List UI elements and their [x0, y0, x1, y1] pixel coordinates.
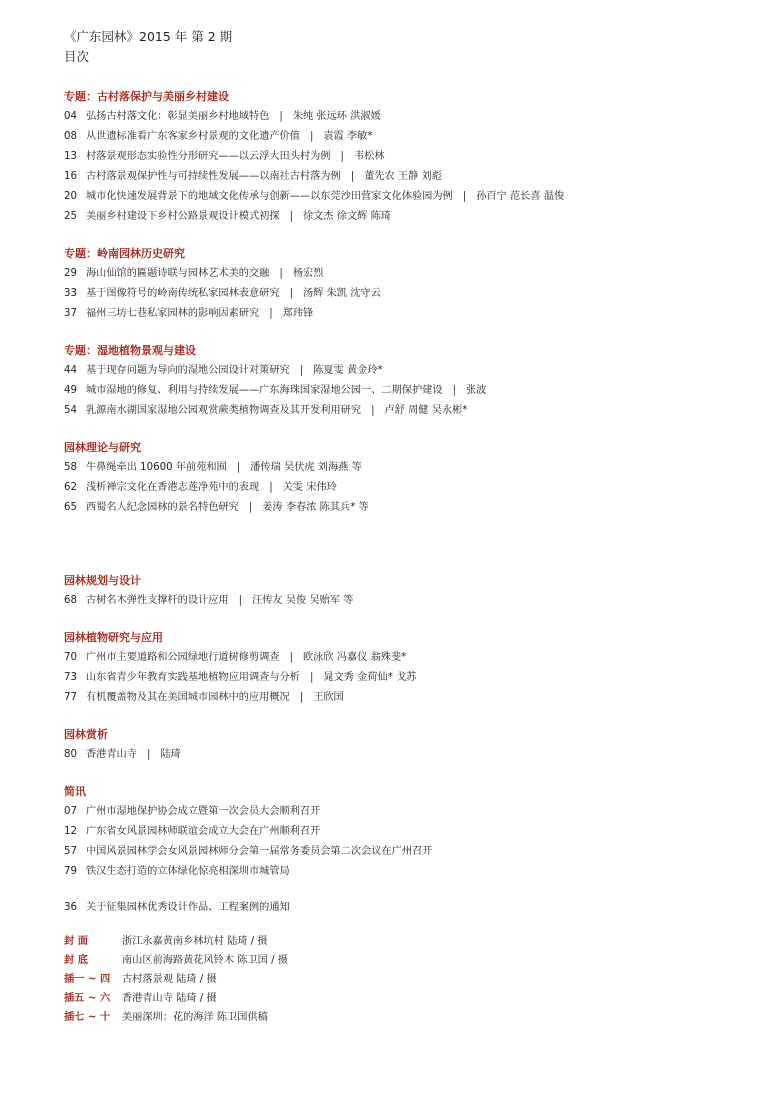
toc-entry[interactable]: [64, 361, 754, 381]
cover-text: 古村落景观 陆琦 / 摄: [122, 974, 217, 985]
separator: |: [371, 405, 375, 416]
article-title: 村落景观形态实验性分形研究——以云浮大田头村为例: [86, 151, 331, 162]
article-title: 城市化快速发展背景下的地域文化传承与创新——以东莞沙田营家文化体验园为例: [86, 191, 453, 202]
page-number: 29: [64, 268, 77, 279]
cover-text: 美丽深圳：花的海洋 陈卫国供稿: [122, 1012, 268, 1023]
page-number: 80: [64, 749, 77, 760]
separator: |: [350, 171, 355, 182]
cover-credit-row: [64, 970, 754, 989]
notice-entry: [64, 898, 754, 918]
article-authors: 朱纯 张远环 洪淑媛: [292, 111, 381, 122]
separator: |: [279, 111, 283, 122]
toc-section: [64, 88, 754, 227]
cover-label: 插五 ~ 六: [64, 993, 111, 1004]
article-title: 弘扬古村落文化：彰显美丽乡村地域特色: [86, 111, 270, 122]
page-number: 04: [64, 111, 77, 122]
cover-label: 插一 ~ 四: [64, 974, 111, 985]
separator: |: [309, 131, 314, 142]
toc-entry[interactable]: [64, 862, 754, 882]
article-title: 福州三坊七巷私家园林的影响因素研究: [86, 308, 260, 319]
article-title: 从世遗标准看广东客家乡村景观的文化遗产价值: [86, 131, 300, 142]
separator: |: [269, 482, 273, 493]
article-title: 广州市湿地保护协会成立暨第一次会员大会顺利召开: [86, 806, 321, 817]
article-authors: 卢舒 周健 吴永彬*: [384, 405, 468, 416]
article-authors: 徐文杰 徐文辉 陈琦: [303, 211, 391, 222]
page-number: 65: [64, 502, 77, 513]
toc-entry[interactable]: [64, 187, 754, 207]
toc-entry[interactable]: [64, 591, 754, 611]
toc-section: [64, 572, 754, 611]
toc-entry[interactable]: [64, 127, 754, 147]
toc-entry[interactable]: [64, 207, 754, 227]
toc-section: [64, 342, 754, 421]
separator: |: [279, 268, 283, 279]
section-heading: 园林赏析: [64, 728, 108, 741]
page-number: 12: [64, 826, 77, 837]
journal-title: 《广东园林》2015 年 第 2 期: [64, 29, 233, 44]
toc-entry[interactable]: [64, 668, 754, 688]
toc-entry[interactable]: [64, 458, 754, 478]
article-title: 基于现存问题为导向的湿地公园设计对策研究: [86, 365, 290, 376]
section-heading: 园林理论与研究: [64, 441, 141, 454]
page-number: 33: [64, 288, 77, 299]
toc-entry[interactable]: [64, 745, 754, 765]
toc-entry[interactable]: [64, 167, 754, 187]
article-title: 基于图像符号的岭南传统私家园林表意研究: [86, 288, 280, 299]
cover-credit-row: [64, 932, 754, 951]
page-number: 58: [64, 462, 77, 473]
page-number: 13: [64, 151, 77, 162]
page-number: 25: [64, 211, 77, 222]
page-number: 07: [64, 806, 77, 817]
separator: |: [269, 308, 273, 319]
toc-section: [64, 629, 754, 708]
article-authors: 张波: [466, 385, 487, 396]
article-authors: 欧泳欣 冯嘉仪 翁殊斐*: [303, 652, 407, 663]
article-authors: 杨宏烈: [292, 268, 324, 279]
article-title: 铁汉生态打造的立体绿化惊亮相深圳市城管局: [86, 866, 290, 877]
cover-label: 封 面: [64, 936, 88, 947]
toc-entry[interactable]: [64, 401, 754, 421]
section-heading: 简讯: [64, 785, 86, 798]
article-authors: 晁文秀 金荷仙* 戈苏: [323, 672, 417, 683]
page-number: 54: [64, 405, 77, 416]
notice-row[interactable]: [64, 898, 754, 918]
article-title: 牛鼻绳牵出 10600 年前苑和囿: [86, 462, 227, 473]
article-title: 古树名木弹性支撑杆的设计应用: [86, 595, 229, 606]
page-number: 57: [64, 846, 77, 857]
article-authors: 王欣国: [313, 692, 344, 703]
page-number: 08: [64, 131, 77, 142]
separator: |: [309, 672, 314, 683]
toc-entry[interactable]: [64, 107, 754, 127]
article-title: 广州市主要道路和公园绿地行道树修剪调查: [86, 652, 280, 663]
toc-entry[interactable]: [64, 822, 754, 842]
article-title: 浅析禅宗文化在香港志莲净苑中的表现: [86, 482, 260, 493]
toc-entry[interactable]: [64, 688, 754, 708]
toc-entry[interactable]: [64, 478, 754, 498]
toc-title: 目次: [64, 49, 90, 64]
article-title: 古村落景观保护性与可持续性发展——以南社古村落为例: [86, 171, 341, 182]
toc-entry[interactable]: [64, 802, 754, 822]
section-heading: 专题：湿地植物景观与建设: [64, 344, 196, 357]
article-title: 中国风景园林学会女风景园林师分会第一届常务委员会第二次会议在广州召开: [86, 846, 433, 857]
article-title: 乳源南水湖国家湿地公园观赏蕨类植物调查及其开发利用研究: [86, 405, 362, 416]
separator: |: [289, 211, 293, 222]
page-number: 70: [64, 652, 77, 663]
page-number: 62: [64, 482, 77, 493]
toc-entry[interactable]: [64, 264, 754, 284]
cover-text: 香港青山寺 陆琦 / 摄: [122, 993, 217, 1004]
section-heading: 园林规划与设计: [64, 574, 141, 587]
article-authors: 汤辉 朱凯 沈守云: [303, 288, 381, 299]
article-authors: 姜涛 李春浓 陈其兵* 等: [262, 502, 369, 513]
toc-sections: [64, 88, 754, 882]
page-number: 20: [64, 191, 77, 202]
cover-credit-row: [64, 951, 754, 970]
page-number: 37: [64, 308, 77, 319]
article-title: 关于征集园林优秀设计作品、工程案例的通知: [86, 902, 290, 913]
article-title: 有机覆盖物及其在美国城市园林中的应用概况: [86, 692, 290, 703]
article-authors: 袁霞 李敏*: [323, 131, 373, 142]
separator: |: [289, 288, 293, 299]
page-number: 36: [64, 902, 77, 913]
toc-section: [64, 726, 754, 765]
article-authors: 陈夏雯 黄金玲*: [313, 365, 383, 376]
toc-entry[interactable]: [64, 147, 754, 167]
cover-label: 插七 ~ 十: [64, 1012, 111, 1023]
cover-text: 南山区前海路黄花风铃木 陈卫国 / 摄: [122, 955, 288, 966]
page-number: 79: [64, 866, 77, 877]
article-title: 美丽乡村建设下乡村公路景观设计模式初探: [86, 211, 280, 222]
separator: |: [299, 365, 304, 376]
toc-section: [64, 245, 754, 324]
article-title: 香港青山寺: [86, 749, 137, 760]
article-authors: 关雯 宋伟玲: [282, 482, 337, 493]
section-heading: 园林植物研究与应用: [64, 631, 163, 644]
toc-section: [64, 439, 754, 518]
article-title: 广东省女风景园林师联谊会成立大会在广州顺利召开: [86, 826, 321, 837]
separator: |: [462, 191, 467, 202]
article-authors: 孙百宁 范长喜 温俊: [476, 191, 565, 202]
cover-label: 封 底: [64, 955, 88, 966]
cover-text: 浙江永嘉黄南乡林坑村 陆琦 / 摄: [122, 936, 268, 947]
toc-entry[interactable]: [64, 284, 754, 304]
article-authors: 陆琦: [160, 749, 181, 760]
page-number: 68: [64, 595, 77, 606]
toc-section: [64, 783, 754, 882]
toc-page: [64, 28, 754, 1027]
article-title: 海山仙馆的匾题诗联与园林艺术美的交融: [86, 268, 270, 279]
page-number: 44: [64, 365, 77, 376]
cover-credit-row: [64, 1008, 754, 1027]
article-title: 西蜀名人纪念园林的景名特色研究: [86, 502, 239, 513]
article-title: 城市湿地的修复、利用与持续发展——广东海珠国家湿地公园一、二期保护建设: [86, 385, 443, 396]
separator: |: [299, 692, 304, 703]
section-heading: 专题：岭南园林历史研究: [64, 247, 185, 260]
page-number: 73: [64, 672, 77, 683]
toc-entry[interactable]: [64, 304, 754, 324]
page-number: 77: [64, 692, 77, 703]
article-authors: 郑玮锋: [282, 308, 314, 319]
article-authors: 汪传友 吴俊 吴贻军 等: [252, 595, 354, 606]
separator: |: [340, 151, 344, 162]
toc-entry[interactable]: [64, 381, 754, 401]
cover-credit-row: [64, 989, 754, 1008]
separator: |: [238, 595, 243, 606]
separator: |: [452, 385, 456, 396]
cover-credits: [64, 932, 754, 1027]
separator: |: [236, 462, 241, 473]
toc-entry[interactable]: [64, 648, 754, 668]
article-authors: 潘传瑞 吴伏虎 刘海燕 等: [250, 462, 362, 473]
page-number: 16: [64, 171, 77, 182]
article-authors: 韦松林: [353, 151, 385, 162]
section-heading: 专题：古村落保护与美丽乡村建设: [64, 90, 229, 103]
separator: |: [248, 502, 253, 513]
toc-entry[interactable]: [64, 498, 754, 518]
article-title: 山东省青少年教育实践基地植物应用调查与分析: [86, 672, 300, 683]
page-number: 49: [64, 385, 77, 396]
separator: |: [146, 749, 151, 760]
separator: |: [289, 652, 293, 663]
article-authors: 董先农 王静 刘彪: [364, 171, 442, 182]
toc-entry[interactable]: [64, 842, 754, 862]
